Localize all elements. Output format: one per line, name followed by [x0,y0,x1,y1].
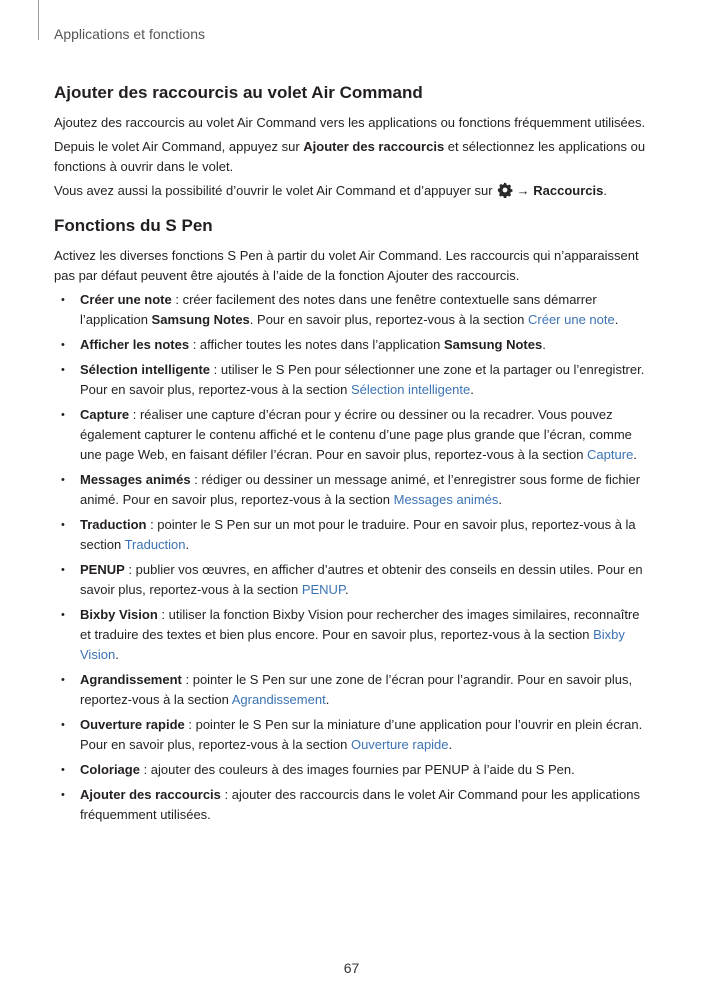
list-item [54,470,652,510]
bullet: • [61,609,65,621]
feature-description: : utiliser le S Pen pour sélectionner une zone et la partager ou l’enregistrer. Pour en savoir plus, reportez-vous à la section [80,362,645,397]
feature-name: Bixby Vision [80,607,158,622]
text: . [614,312,619,327]
list-item [54,670,652,710]
feature-description: : réaliser une capture d’écran pour y écrire ou dessiner ou la recadrer. Vous pouvez également capturer le contenu affiché et le contenu d’une page plus grande que l’écran, comme une page Web, en faisant défiler l’écran. Pour en savoir plus, reportez-vous à la section [80,407,632,462]
text: et sélectionnez les applications ou fonctions à ouvrir dans le volet. [54,139,646,174]
list-item [54,760,652,780]
bullet: • [61,409,65,421]
feature-description: : créer facilement des notes dans une fenêtre contextuelle sans démarrer l’application [80,292,597,327]
list-item [54,515,652,555]
section-link[interactable]: Capture [587,447,634,462]
list-item [54,335,652,355]
feature-description: : pointer le S Pen sur la miniature d’une application pour l’ouvrir en plein écran. Pour en savoir plus, reportez-vous à la section [80,717,643,752]
shortcuts-settings-paragraph [54,181,652,201]
text: . Pour en savoir plus, reportez-vous à la section [249,312,528,327]
section-link[interactable]: Agrandissement [231,692,326,707]
spen-intro-paragraph: Activez les diverses fonctions S Pen à partir du volet Air Command. Les raccourcis qui n’apparaissent pas par défaut peuvent être ajoutés à l’aide de la fonction Ajouter des raccourcis. [54,248,639,283]
section-link[interactable]: Bixby Vision [80,627,625,662]
arrow: → [516,183,530,198]
list-item [54,405,652,465]
text: . [603,183,607,198]
header-rule [38,0,39,40]
list-item [54,560,652,600]
list-item [54,360,652,400]
feature-description: : afficher toutes les notes dans l’application [189,337,444,352]
bullet: • [61,564,65,576]
bold-term: Samsung Notes [443,337,543,352]
feature-name: Ouverture rapide [80,717,185,732]
section-title-spen: Fonctions du S Pen [54,216,213,235]
text: . [115,647,119,662]
bullet: • [61,764,65,776]
text: . [498,492,503,507]
bullet: • [61,789,65,801]
feature-description: : rédiger ou dessiner un message animé, et l’enregistrer sous forme de fichier animé. Pour en savoir plus, reportez-vous à la section [80,472,641,507]
section-link[interactable]: PENUP [301,582,345,597]
bullet: • [61,294,65,306]
feature-name: Ajouter des raccourcis [80,787,221,802]
bold-term: Ajouter des raccourcis [303,139,445,154]
bullet: • [61,474,65,486]
section-link[interactable]: Créer une note [528,312,615,327]
page-header: Applications et fonctions [54,26,205,42]
feature-description: : pointer le S Pen sur un mot pour le traduire. Pour en savoir plus, reportez-vous à la section [80,517,636,552]
feature-name: Sélection intelligente [80,362,211,377]
text: . [185,537,190,552]
bullet: • [61,519,65,531]
shortcuts-instructions-paragraph [54,137,652,177]
bold-term: Raccourcis [533,183,604,198]
bold-term: Samsung Notes [151,312,250,327]
feature-description: : utiliser la fonction Bixby Vision pour rechercher des images similaires, reconnaître et traduire des textes et bien plus encore. Pour en savoir plus, reportez-vous à la section [80,607,640,642]
feature-description: : ajouter des raccourcis dans le volet Air Command pour les applications fréquemment utilisées. [80,787,640,822]
bullet: • [61,364,65,376]
text: . [325,692,330,707]
text: . [542,337,546,352]
list-item [54,785,652,825]
feature-name: Afficher les notes [80,337,190,352]
feature-description: : pointer le S Pen sur une zone de l’écran pour l’agrandir. Pour en savoir plus, reportez-vous à la section [80,672,633,707]
text: . [448,737,453,752]
list-item [54,290,652,330]
feature-description: : ajouter des couleurs à des images fournies par PENUP à l’aide du S Pen. [139,762,575,777]
section-link[interactable]: Sélection intelligente [350,382,471,397]
text: Vous avez aussi la possibilité d’ouvrir le volet Air Command et d’appuyer sur [54,183,493,198]
feature-name: Traduction [80,517,147,532]
feature-name: Capture [80,407,130,422]
list-item [54,605,652,665]
shortcuts-intro-paragraph: Ajoutez des raccourcis au volet Air Command vers les applications ou fonctions fréquemment utilisées. [54,115,646,130]
section-link[interactable]: Messages animés [393,492,499,507]
bullet: • [61,339,65,351]
feature-name: Coloriage [80,762,140,777]
text: . [633,447,637,462]
feature-name: Agrandissement [80,672,182,687]
feature-name: PENUP [80,562,125,577]
text: . [344,582,349,597]
feature-name: Messages animés [80,472,191,487]
list-item [54,715,652,755]
feature-description: : publier vos œuvres, en afficher d’autres et obtenir des conseils en dessin utiles. Pour en savoir plus, reportez-vous à la section [80,562,643,597]
section-title-shortcuts: Ajouter des raccourcis au volet Air Command [54,83,423,102]
page-number: 67 [343,960,360,976]
section-link[interactable]: Traduction [124,537,186,552]
text: Depuis le volet Air Command, appuyez sur [54,139,304,154]
feature-name: Créer une note [80,292,172,307]
bullet: • [61,674,65,686]
bullet: • [61,719,65,731]
gear-icon [496,181,514,199]
section-link[interactable]: Ouverture rapide [350,737,449,752]
feature-list [54,290,652,825]
page-content [54,82,652,830]
text: . [470,382,474,397]
